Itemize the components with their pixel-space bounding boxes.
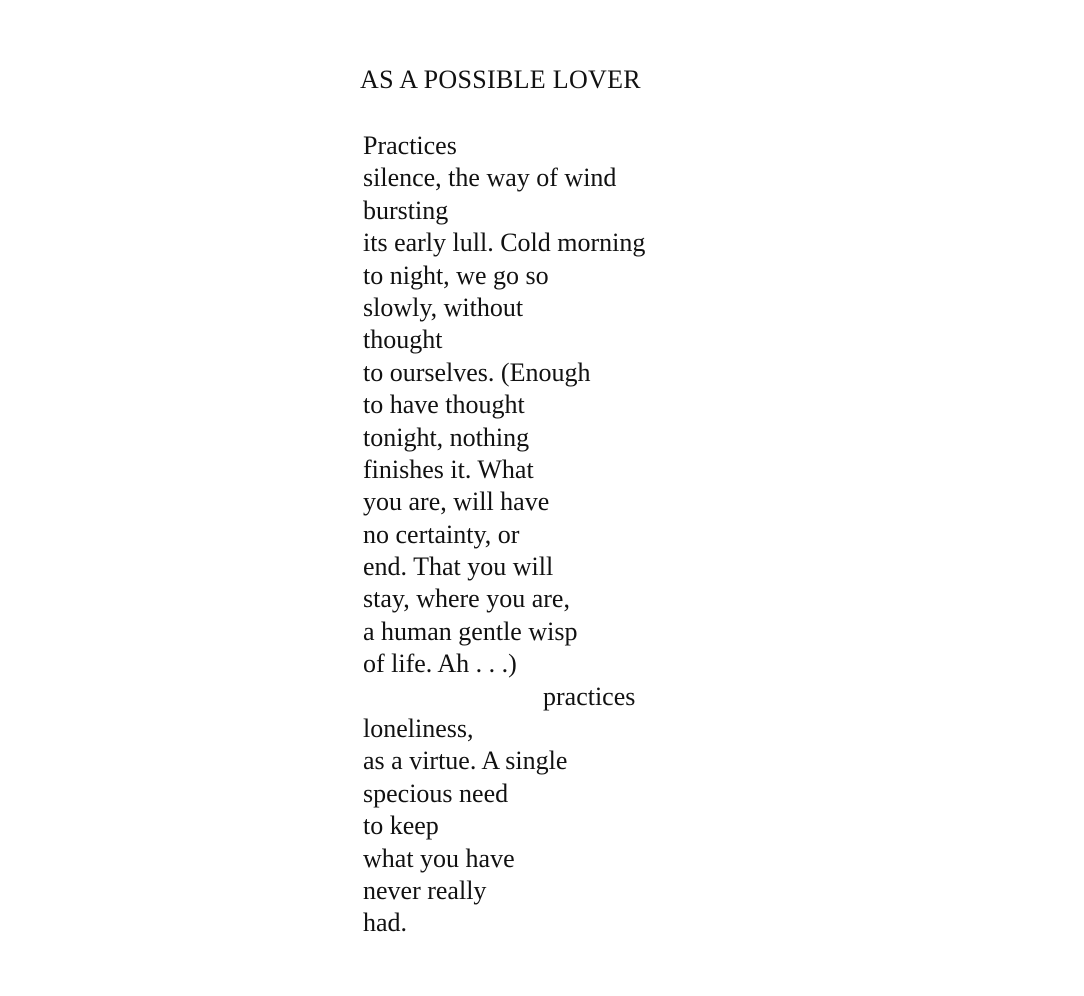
- poem-body: [363, 130, 645, 940]
- poem-line: end. That you will: [363, 552, 554, 582]
- poem-title: AS A POSSIBLE LOVER: [360, 65, 641, 94]
- poem-line: no certainty, or: [363, 519, 520, 549]
- poem-line-indented: practices: [543, 681, 636, 711]
- poem-line: its early lull. Cold morning: [363, 228, 646, 258]
- poem-line: as a virtue. A single: [363, 746, 568, 776]
- poem-line: to night, we go so: [363, 260, 549, 290]
- poem-line: thought: [363, 325, 443, 355]
- poem-line: silence, the way of wind: [363, 163, 617, 193]
- poem-line: to have thought: [363, 390, 525, 420]
- poem-line: to keep: [363, 811, 439, 841]
- poem-line: finishes it. What: [363, 454, 534, 484]
- poem-line: slowly, without: [363, 292, 524, 322]
- poem-line: Practices: [363, 131, 457, 160]
- poem-line: a human gentle wisp: [363, 616, 578, 646]
- poem-line: what you have: [363, 843, 515, 873]
- poem-line: you are, will have: [363, 487, 550, 517]
- poem-line: stay, where you are,: [363, 584, 570, 614]
- poem-line: bursting: [363, 195, 449, 225]
- poem-line: of life. Ah . . .): [363, 649, 517, 679]
- poem-line: to ourselves. (Enough: [363, 357, 591, 387]
- poem-line: tonight, nothing: [363, 422, 530, 452]
- poem-line: never really: [363, 875, 487, 905]
- poem-line: loneliness,: [363, 714, 474, 744]
- poem-line: specious need: [363, 778, 509, 808]
- poem-line: had.: [363, 908, 408, 938]
